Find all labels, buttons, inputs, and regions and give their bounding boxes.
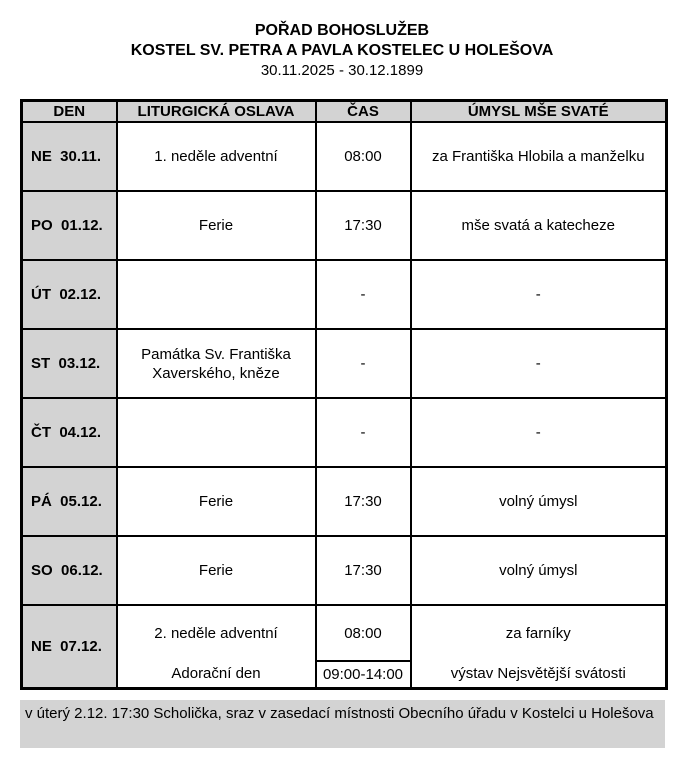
time-cell <box>316 605 411 689</box>
time-cell: - <box>316 260 411 329</box>
column-header-cas: ČAS <box>316 101 411 123</box>
liturgy-line-1: 2. neděle adventní <box>154 624 278 642</box>
document-header <box>0 0 684 81</box>
table-row <box>22 122 667 191</box>
day-cell: ÚT 02.12. <box>22 260 117 329</box>
liturgy-cell <box>117 260 316 329</box>
liturgy-cell: Ferie <box>117 467 316 536</box>
schedule-table <box>20 99 668 690</box>
intention-stack <box>412 606 666 687</box>
day-cell: NE 30.11. <box>22 122 117 191</box>
column-header-umysl: ÚMYSL MŠE SVATÉ <box>411 101 667 123</box>
table-row <box>22 329 667 398</box>
header-row <box>22 101 667 123</box>
time-cell: 17:30 <box>316 467 411 536</box>
column-header-liturgicka-oslava: LITURGICKÁ OSLAVA <box>117 101 316 123</box>
page-title: POŘAD BOHOSLUŽEB <box>254 22 430 39</box>
date-range: 30.11.2025 - 30.12.1899 <box>260 62 424 79</box>
day-cell: SO 06.12. <box>22 536 117 605</box>
day-cell: ST 03.12. <box>22 329 117 398</box>
church-name: KOSTEL SV. PETRA A PAVLA KOSTELEC U HOLEŠOVA <box>130 42 554 59</box>
intention-cell: za Františka Hlobila a manželku <box>411 122 667 191</box>
intention-cell: - <box>411 398 667 467</box>
liturgy-cell: Ferie <box>117 191 316 260</box>
table-row-last <box>22 605 667 689</box>
intention-cell: volný úmysl <box>411 536 667 605</box>
table-row <box>22 467 667 536</box>
time-cell: 17:30 <box>316 536 411 605</box>
time-cell: - <box>316 329 411 398</box>
intention-cell: volný úmysl <box>411 467 667 536</box>
time-cell: - <box>316 398 411 467</box>
time-line-2: 09:00-14:00 <box>317 660 410 687</box>
table-row <box>22 398 667 467</box>
intention-cell: - <box>411 329 667 398</box>
time-cell: 08:00 <box>316 122 411 191</box>
intention-line-1: za farníky <box>505 624 571 642</box>
intention-cell: mše svatá a katecheze <box>411 191 667 260</box>
intention-cell: - <box>411 260 667 329</box>
table-row <box>22 191 667 260</box>
day-cell: PO 01.12. <box>22 191 117 260</box>
time-line-1: 08:00 <box>344 624 382 642</box>
day-cell: NE 07.12. <box>22 605 117 689</box>
liturgy-cell: Ferie <box>117 536 316 605</box>
footer-note: v úterý 2.12. 17:30 Scholička, sraz v zasedací místnosti Obecního úřadu v Kostelci u Holešova <box>20 700 665 748</box>
liturgy-cell: Památka Sv. Františka Xaverského, kněze <box>117 329 316 398</box>
liturgy-line-2: Adorační den <box>171 665 261 682</box>
time-cell: 17:30 <box>316 191 411 260</box>
intention-line-2: výstav Nejsvětější svátosti <box>450 665 626 682</box>
column-header-den: DEN <box>22 101 117 123</box>
liturgy-cell <box>117 398 316 467</box>
liturgy-cell <box>117 605 316 689</box>
day-cell: PÁ 05.12. <box>22 467 117 536</box>
table-row <box>22 536 667 605</box>
time-stack <box>317 606 410 687</box>
liturgy-cell: 1. neděle adventní <box>117 122 316 191</box>
liturgy-stack <box>118 606 315 687</box>
table-row <box>22 260 667 329</box>
intention-cell <box>411 605 667 689</box>
day-cell: ČT 04.12. <box>22 398 117 467</box>
